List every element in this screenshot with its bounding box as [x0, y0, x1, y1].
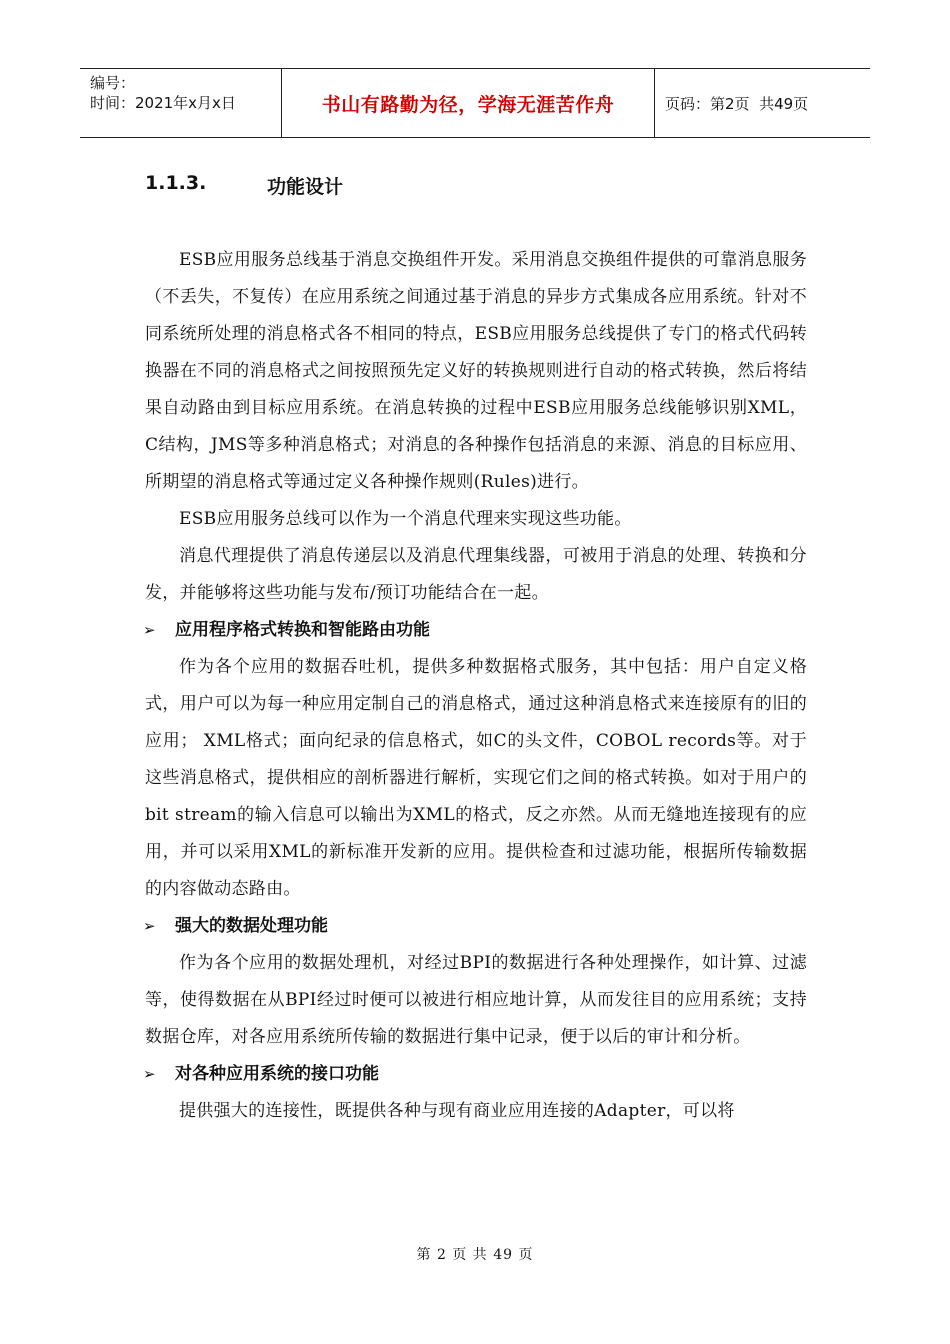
arrow-bullet-icon: ➢: [143, 1065, 156, 1083]
section-heading: [145, 172, 343, 199]
page-header: [80, 68, 870, 138]
section-number: 1.1.3.: [145, 172, 207, 194]
body-paragraph: 提供强大的连接性，既提供各种与现有商业应用连接的Adapter，可以将: [179, 1101, 735, 1121]
bullet-heading: [143, 908, 807, 945]
document-body: [145, 242, 807, 1130]
body-paragraph: 作为各个应用的数据吞吐机，提供多种数据格式服务，其中包括：用户自定义格式，用户可以为每一种应用定制自己的消息格式，通过这种消息格式来连接原有的旧的应用； XML格式；面向纪录的信息格式，如C的头文件，COBOL records等。对于这些消息格式，提供相应的剖析器进行解析，实现它们之间的格式转换。如对于用户的bit stream的输入信息可以输出为XML的格式，反之亦然。从而无缝地连接现有的应用，并可以采用XML的新标准开发新的应用。提供检查和过滤功能，根据所传输数据的内容做动态路由。: [145, 657, 807, 899]
body-paragraph: ESB应用服务总线基于消息交换组件开发。采用消息交换组件提供的可靠消息服务（不丢失，不复传）在应用系统之间通过基于消息的异步方式集成各应用系统。针对不同系统所处理的消息格式各不相同的特点，ESB应用服务总线提供了专门的格式代码转换器在不同的消息格式之间按照预先定义好的转换规则进行自动的格式转换，然后将结果自动路由到目标应用系统。在消息转换的过程中ESB应用服务总线能够识别XML，C结构，JMS等多种消息格式；对消息的各种操作包括消息的来源、消息的目标应用、所期望的消息格式等通过定义各种操作规则(Rules)进行。: [145, 250, 807, 492]
header-page-info: [655, 69, 870, 137]
document-date: 时间：2021年x月x日: [90, 94, 236, 112]
bullet-heading: [143, 612, 807, 649]
bullet-title: 强大的数据处理功能: [175, 916, 328, 936]
bullet-heading: [143, 1056, 807, 1093]
arrow-bullet-icon: ➢: [143, 621, 156, 639]
body-paragraph: ESB应用服务总线可以作为一个消息代理来实现这些功能。: [179, 509, 632, 529]
header-motto: 书山有路勤为径，学海无涯苦作舟: [282, 69, 655, 137]
body-paragraph: 消息代理提供了消息传递层以及消息代理集线器，可被用于消息的处理、转换和分发，并能够将这些功能与发布/预订功能结合在一起。: [145, 546, 807, 603]
page-footer: 第 2 页 共 49 页: [416, 1247, 534, 1263]
bullet-title: 对各种应用系统的接口功能: [175, 1064, 379, 1084]
document-code: 编号：: [90, 74, 136, 92]
body-paragraph: 作为各个应用的数据处理机，对经过BPI的数据进行各种处理操作，如计算、过滤等，使得数据在从BPI经过时便可以被进行相应地计算，从而发往目的应用系统；支持数据仓库，对各应用系统所传输的数据进行集中记录，便于以后的审计和分析。: [145, 953, 807, 1047]
header-meta: [80, 69, 282, 137]
page-info-text: 页码：第2页 共49页: [665, 94, 809, 113]
section-title: 功能设计: [267, 176, 344, 198]
bullet-title: 应用程序格式转换和智能路由功能: [175, 620, 430, 640]
arrow-bullet-icon: ➢: [143, 917, 156, 935]
